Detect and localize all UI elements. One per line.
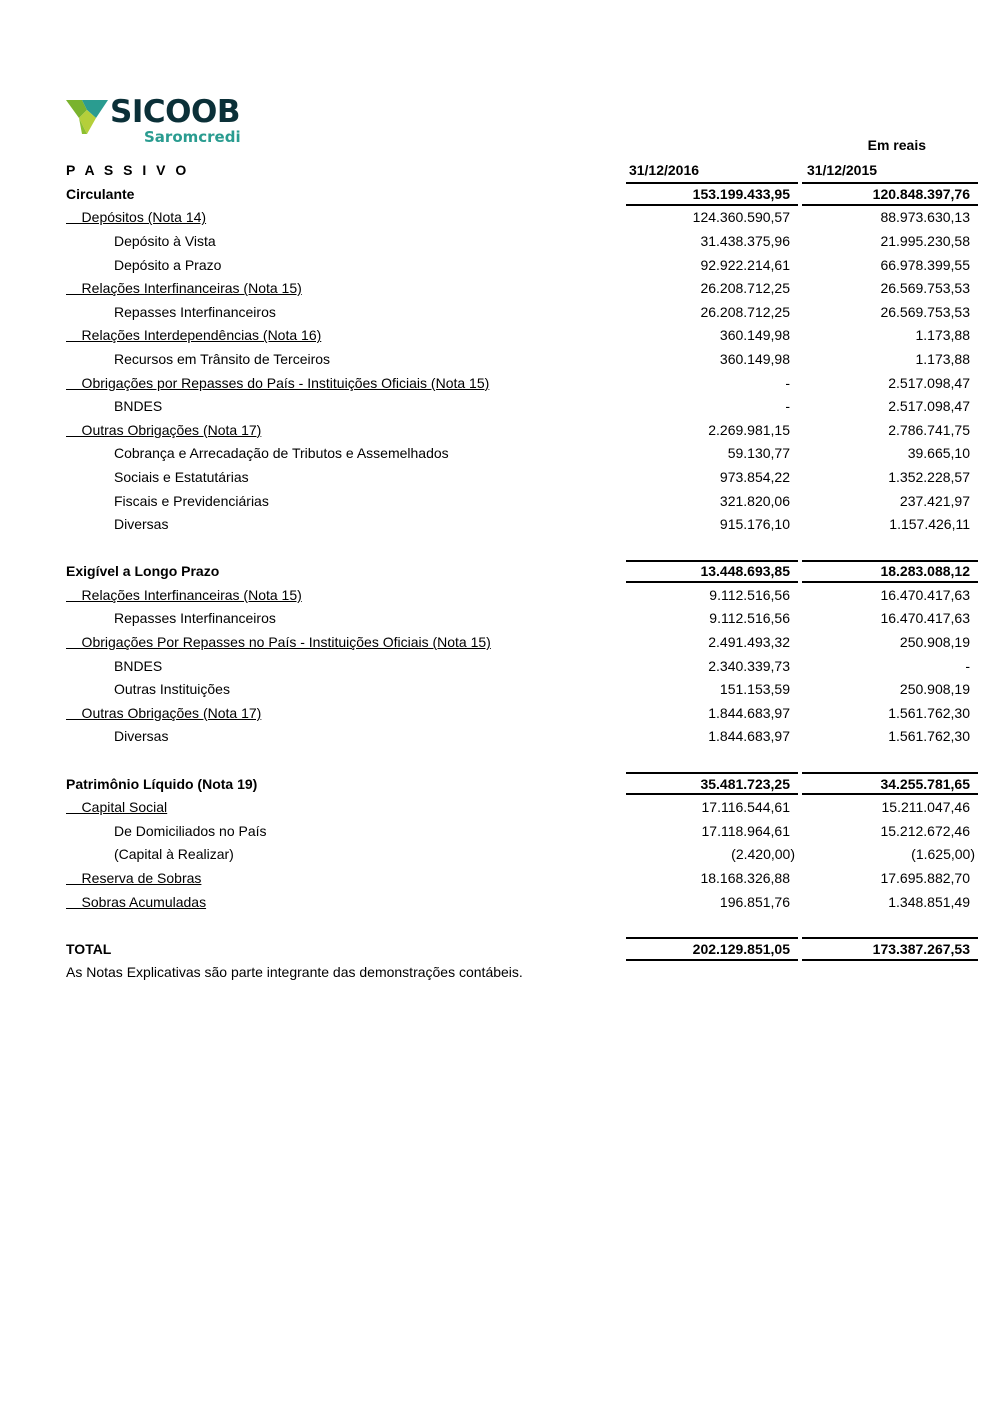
- value-2015: 1.561.762,30: [888, 728, 970, 745]
- value-2016: 973.854,22: [719, 468, 790, 485]
- value-2015: 1.157.426,11: [889, 516, 970, 533]
- row-label: De Domiciliados no País: [114, 822, 267, 839]
- line-item-row: [66, 394, 978, 418]
- row-label: Circulante: [66, 185, 135, 202]
- value-2015: 1.348.851,49: [888, 893, 970, 910]
- section-total-row: [66, 182, 978, 206]
- value-2016: 321.820,06: [719, 492, 790, 509]
- value-2015: 237.421,97: [899, 492, 970, 509]
- value-2015: 16.470.417,63: [880, 610, 970, 627]
- logo-subbrand-text: Saromcredi: [144, 128, 241, 146]
- group-subtotal-row: [66, 371, 978, 395]
- value-2015: 26.569.753,53: [880, 280, 970, 297]
- value-2016: 31.438.375,96: [700, 232, 790, 249]
- value-2015: 88.973.630,13: [880, 209, 970, 226]
- value-2016: 1.844.683,97: [708, 728, 790, 745]
- line-item-row: [66, 677, 978, 701]
- value-2016: -: [785, 398, 790, 415]
- value-2015: 15.211.047,46: [881, 799, 970, 816]
- spacer-cell: [626, 536, 798, 560]
- group-subtotal-row: [66, 701, 978, 725]
- value-2015: (1.625,00): [911, 846, 975, 863]
- row-label-text: Obrigações Por Repasses no País - Instituições Oficiais (Nota 15): [66, 634, 491, 651]
- footnote: As Notas Explicativas são parte integrante das demonstrações contábeis.: [66, 964, 523, 980]
- value-2015: 1.173,88: [915, 327, 970, 344]
- row-label-text: Sobras Acumuladas: [66, 893, 207, 910]
- group-subtotal-row: [66, 795, 978, 819]
- spacer-cell: [802, 748, 978, 772]
- line-item-row: [66, 819, 978, 843]
- value-2015: 18.283.088,12: [802, 560, 978, 584]
- value-2015: 2.517.098,47: [888, 398, 970, 415]
- section-total-row: [66, 937, 978, 961]
- group-subtotal-row: [66, 890, 978, 914]
- value-2016: 202.129.851,05: [626, 937, 798, 961]
- logo-brand-text: SICOOB: [110, 94, 240, 130]
- group-subtotal-row: [66, 866, 978, 890]
- sicoob-triangle-icon: [66, 100, 108, 136]
- value-2016: 92.922.214,61: [700, 256, 790, 273]
- value-2015: 1.352.228,57: [888, 468, 970, 485]
- value-2016: 17.116.544,61: [701, 799, 790, 816]
- line-item-row: [66, 465, 978, 489]
- liabilities-table: [66, 182, 978, 961]
- row-label-text: Capital Social: [66, 799, 168, 816]
- table-header: [66, 160, 930, 180]
- value-2016: 9.112.516,56: [709, 610, 790, 627]
- row-label: [66, 701, 626, 725]
- value-2016: 153.199.433,95: [626, 182, 798, 206]
- line-item-row: [66, 607, 978, 631]
- group-subtotal-row: [66, 630, 978, 654]
- spacer-row: [66, 748, 978, 772]
- row-label: Depósito à Vista: [114, 232, 216, 249]
- line-item-row: [66, 489, 978, 513]
- row-label: [66, 890, 626, 914]
- value-2016: 26.208.712,25: [700, 303, 790, 320]
- line-item-row: [66, 229, 978, 253]
- line-item-row: [66, 725, 978, 749]
- section-total-row: [66, 560, 978, 584]
- section-total-row: [66, 772, 978, 796]
- value-2016: 151.153,59: [719, 681, 790, 698]
- row-label: Sociais e Estatutárias: [114, 468, 249, 485]
- value-2015: 66.978.399,55: [880, 256, 970, 273]
- spacer-cell: [802, 913, 978, 937]
- value-2016: 360.149,98: [719, 350, 790, 367]
- value-2016: 2.269.981,15: [708, 421, 790, 438]
- row-label: Repasses Interfinanceiros: [114, 303, 276, 320]
- spacer-cell: [626, 913, 798, 937]
- value-2015: 250.908,19: [899, 634, 970, 651]
- value-2016: 915.176,10: [719, 516, 790, 533]
- row-label-text: Relações Interfinanceiras (Nota 15): [66, 280, 302, 297]
- group-subtotal-row: [66, 276, 978, 300]
- row-label: Diversas: [114, 516, 169, 533]
- row-label-text: Relações Interdependências (Nota 16): [66, 327, 322, 344]
- value-2015: -: [965, 657, 970, 674]
- value-2016: -: [785, 374, 790, 391]
- row-label: [66, 206, 626, 230]
- sicoob-logo: [66, 94, 246, 150]
- row-label: Outras Instituições: [114, 681, 230, 698]
- value-2016: 59.130,77: [727, 445, 790, 462]
- value-2016: (2.420,00): [731, 846, 795, 863]
- value-2016: 196.851,76: [719, 893, 790, 910]
- spacer-cell: [626, 748, 798, 772]
- value-2015: 15.212.672,46: [880, 822, 970, 839]
- row-label-text: Reserva de Sobras: [66, 870, 202, 887]
- value-2016: 2.491.493,32: [708, 634, 790, 651]
- value-2016: 9.112.516,56: [709, 586, 790, 603]
- group-subtotal-row: [66, 324, 978, 348]
- value-2015: 2.517.098,47: [888, 374, 970, 391]
- row-label: TOTAL: [66, 940, 112, 957]
- row-label: Recursos em Trânsito de Terceiros: [114, 350, 331, 367]
- line-item-row: [66, 253, 978, 277]
- value-2015: 39.665,10: [907, 445, 970, 462]
- column-header-2016: 31/12/2016: [628, 162, 700, 178]
- value-2015: 250.908,19: [899, 681, 970, 698]
- row-label-text: Outras Obrigações (Nota 17): [66, 421, 262, 438]
- row-label-text: Relações Interfinanceiras (Nota 15): [66, 586, 302, 603]
- value-2016: 17.118.964,61: [701, 822, 790, 839]
- value-2015: 1.561.762,30: [888, 704, 970, 721]
- row-label: [66, 866, 626, 890]
- column-header-2015: 31/12/2015: [806, 162, 878, 178]
- value-2016: 1.844.683,97: [708, 704, 790, 721]
- group-subtotal-row: [66, 206, 978, 230]
- value-2015: 21.995.230,58: [880, 232, 970, 249]
- value-2016: 124.360.590,57: [692, 209, 790, 226]
- row-label: Fiscais e Previdenciárias: [114, 492, 269, 509]
- value-2015: 16.470.417,63: [880, 586, 970, 603]
- spacer-cell: [66, 536, 626, 560]
- row-label: BNDES: [114, 657, 163, 674]
- row-label: Repasses Interfinanceiros: [114, 610, 276, 627]
- value-2016: 13.448.693,85: [626, 560, 798, 584]
- value-2016: 360.149,98: [719, 327, 790, 344]
- value-2015: 173.387.267,53: [802, 937, 978, 961]
- row-label: Cobrança e Arrecadação de Tributos e Assemelhados: [114, 445, 449, 462]
- row-label: [66, 630, 626, 654]
- value-2015: 26.569.753,53: [880, 303, 970, 320]
- row-label-text: Outras Obrigações (Nota 17): [66, 704, 262, 721]
- currency-unit-note: Em reais: [867, 137, 926, 153]
- value-2015: 17.695.882,70: [880, 870, 970, 887]
- spacer-cell: [802, 536, 978, 560]
- value-2015: 34.255.781,65: [802, 772, 978, 796]
- value-2015: 1.173,88: [915, 350, 970, 367]
- group-subtotal-row: [66, 583, 978, 607]
- line-item-row: [66, 442, 978, 466]
- line-item-row: [66, 843, 978, 867]
- row-label: Depósito a Prazo: [114, 256, 222, 273]
- row-label: (Capital à Realizar): [114, 846, 234, 863]
- row-label: [66, 276, 626, 300]
- line-item-row: [66, 347, 978, 371]
- value-2016: 2.340.339,73: [708, 657, 790, 674]
- row-label: Diversas: [114, 728, 169, 745]
- value-2016: 26.208.712,25: [700, 280, 790, 297]
- row-label-text: Depósitos (Nota 14): [66, 209, 207, 226]
- value-2015: 120.848.397,76: [802, 182, 978, 206]
- row-label: [66, 583, 626, 607]
- spacer-row: [66, 536, 978, 560]
- group-subtotal-row: [66, 418, 978, 442]
- row-label: [66, 324, 626, 348]
- row-label: [66, 371, 626, 395]
- row-label: BNDES: [114, 398, 163, 415]
- statement-title: P A S S I V O: [66, 162, 190, 178]
- line-item-row: [66, 300, 978, 324]
- line-item-row: [66, 654, 978, 678]
- row-label-text: Obrigações por Repasses do País - Instituições Oficiais (Nota 15): [66, 374, 490, 391]
- row-label: Patrimônio Líquido (Nota 19): [66, 775, 258, 792]
- line-item-row: [66, 512, 978, 536]
- value-2016: 35.481.723,25: [626, 772, 798, 796]
- spacer-cell: [66, 913, 626, 937]
- value-2016: 18.168.326,88: [700, 870, 790, 887]
- row-label: Exigível a Longo Prazo: [66, 563, 220, 580]
- spacer-row: [66, 913, 978, 937]
- row-label: [66, 795, 626, 819]
- row-label: [66, 418, 626, 442]
- value-2015: 2.786.741,75: [888, 421, 970, 438]
- spacer-cell: [66, 748, 626, 772]
